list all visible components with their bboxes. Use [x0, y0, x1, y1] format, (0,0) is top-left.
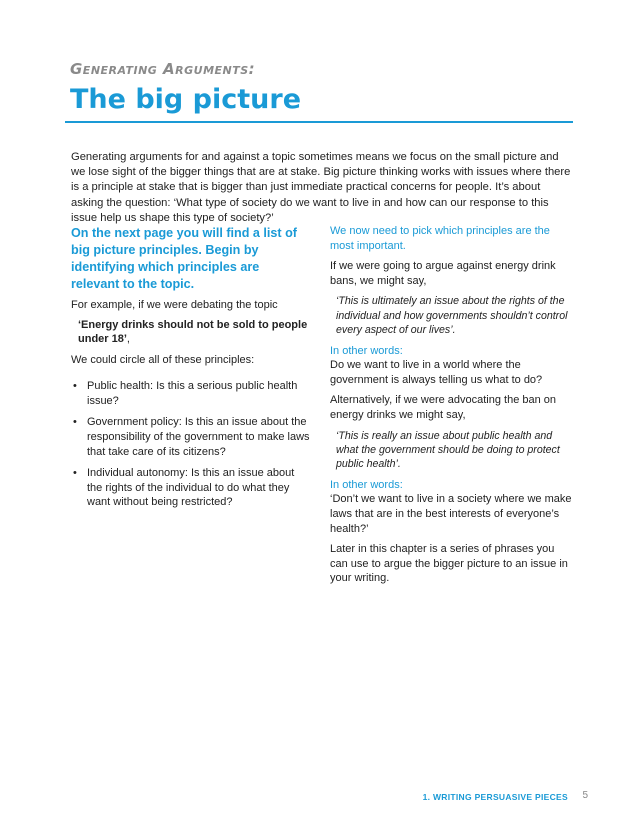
bullet-icon: •: [73, 380, 77, 393]
bullet-icon: •: [73, 467, 77, 480]
title-underline: [65, 121, 573, 123]
section-kicker: Generating Arguments:: [70, 60, 256, 78]
in-other-words-label: In other words:: [330, 344, 403, 357]
closing-text: Later in this chapter is a series of phrases you can use to argue the bigger picture to an issue in your writing.: [330, 543, 568, 585]
list-item-text: Public health: Is this a serious public health issue?: [87, 380, 298, 407]
question-two: ‘Don’t we want to live in a society where we make laws that are in the best interests of everyone’s health?’: [330, 493, 572, 535]
example-intro: For example, if we were debating the topic: [71, 299, 278, 311]
right-lead: We now need to pick which principles are the most important.: [330, 225, 550, 252]
list-item-text: Individual autonomy: Is this an issue about the rights of the individual to do what they want without being restricted?: [87, 467, 295, 509]
list-item: [71, 379, 311, 408]
topic-quote-text: ‘Energy drinks should not be sold to people under 18’: [78, 318, 308, 346]
footer-section: 1. WRITING PERSUASIVE PIECES: [422, 792, 568, 802]
list-item: [71, 466, 311, 510]
bullet-icon: •: [73, 416, 77, 429]
left-column: [71, 225, 311, 517]
alt-intro: Alternatively, if we were advocating the ban on energy drinks we might say,: [330, 394, 557, 421]
against-quote: ‘This is ultimately an issue about the rights of the individual and how governments shouldn’t control every aspect of our lives’.: [336, 295, 568, 337]
page-title: The big picture: [70, 84, 302, 115]
against-intro: If we were going to argue against energy drink bans, we might say,: [330, 260, 556, 287]
intro-paragraph: [71, 150, 571, 226]
left-lead: On the next page you will find a list of big picture principles. Begin by identifying which principles are relevant to the topic.: [71, 226, 298, 291]
alt-quote: ‘This is really an issue about public health and what the government should be doing to protect public health’.: [336, 429, 560, 471]
in-other-words-label: In other words:: [330, 478, 403, 491]
topic-quote: [78, 318, 311, 347]
topic-quote-tail: ,: [126, 333, 130, 346]
list-item-text: Government policy: Is this an issue about the responsibility of the government to make laws that take care of its citizens?: [87, 416, 310, 458]
intro-text: Generating arguments for and against a topic sometimes means we focus on the small picture and we lose sight of the bigger things that are at stake. Big picture thinking works with issues where there is a principle at stake that is bigger than just immediate practical concerns for people. It’s about asking the question: ‘What type of society do we want to live in and how can our response to this issue help us shape this type of society?’: [71, 151, 571, 224]
right-column: [330, 224, 572, 592]
circle-text: We could circle all of these principles:: [71, 353, 255, 366]
principles-list: [71, 379, 311, 510]
question-one: Do we want to live in a world where the government is always telling us what to do?: [330, 359, 543, 386]
page-number: 5: [582, 790, 588, 801]
list-item: [71, 415, 311, 459]
